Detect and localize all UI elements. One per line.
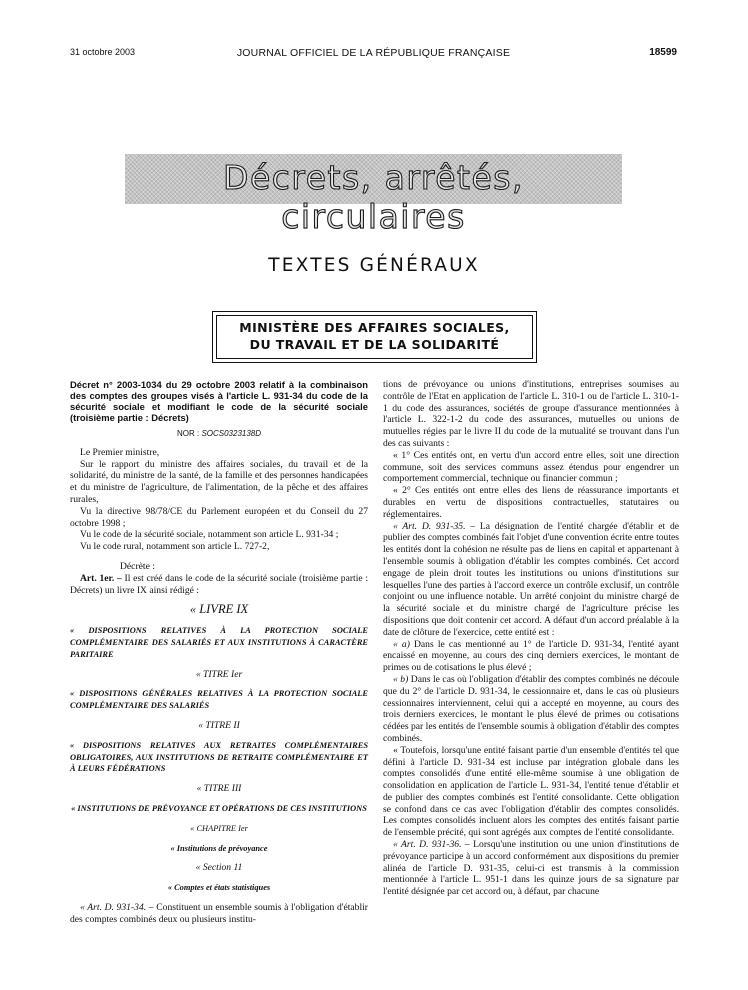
article-d-931-35 [383,521,679,639]
titre-1-heading: « TITRE Ier [195,668,243,680]
titre-2-title: « DISPOSITIONS RELATIVES AUX RETRAITES COMPLÉMENTAIRES OBLIGATOIRES, AUX INSTITUTIONS DE RETRAITE COMPLÉMENTAIRE ET À LEURS FÉDÉRATIONS [70,740,368,774]
article-d-931-34-text: Constituent un ensemble soumis à l'obligation d'établir des comptes combinés deux ou plusieurs institu- [70,901,368,925]
paragraph: « 1° Ces entités ont, en vertu d'un accord entre elles, soit une direction commune, soit des services communs assez étendus pour engendrer un comportement commercial, technique ou financier commun ; [383,449,679,485]
nor-reference [70,428,368,440]
banner-title: Décrets, arrêtés, circulaires [223,158,524,236]
item-b-text: Dans le cas où l'obligation d'établir des comptes combinés ne découle que du 2° de l'article D. 931-34, le cessionnaire et, dans le cas où plusieurs cessionnaires interviennent, celui qui a accepté en moyenne, au cours des trois derniers exercices, le montant le plus élevé de primes ou cotisations cédées par les entités de l'ensemble soumis à obligation d'établir des comptes combinés. [383,673,679,744]
titre-2-heading: « TITRE II [198,719,240,731]
article-1-label: Art. 1er. – [80,572,122,584]
paragraph: tions de prévoyance ou unions d'institutions, entreprises soumises au contrôle de l'Etat en application de l'article L. 310-1 ou de l'article L. 310-1-1 du code des assurances, sociétés de groupe d'assurance mentionnées à l'article L. 322-1-2 du code des assurances, mutuelles ou unions de mutuelles régies par le livre II du code de la mutualité se trouvant dans l'un des cas suivants : [383,379,679,449]
titre-1-title: « DISPOSITIONS GÉNÉRALES RELATIVES À LA PROTECTION SOCIALE COMPLÉMENTAIRE DES SALARIÉS [70,689,368,711]
item-a-label: « a) [393,638,410,650]
header-date: 31 octobre 2003 [70,47,136,57]
paragraph: « Toutefois, lorsqu'une entité faisant partie d'un ensemble d'entités tel que défini à l'article D. 931-34 est incluse par intégration globale dans les comptes consolidés d'une entité elle-même soumise à une obligation de consolidation en application de l'article L. 931-34, l'entité tenue d'établir et de publier des comptes combinés est l'entité consolidante. Cette obligation se confond dans ce cas avec l'obligation d'établir des comptes consolidés. Les comptes consolidés incluent alors les comptes des entités faisant partie de l'ensemble précité, qui sont agrégés aux comptes de l'entité consolidante. [383,744,679,839]
left-column [70,379,368,926]
titre-3-title: « INSTITUTIONS DE PRÉVOYANCE ET OPÉRATIONS DE CES INSTITUTIONS [71,803,367,813]
section-title: « Comptes et états statistiques [167,883,271,893]
ministry-box [212,311,537,363]
item-b-label: « b) [393,673,409,685]
page-number: 18599 [649,47,677,58]
chapitre-title: « Institutions de prévoyance [170,843,268,853]
item-a [383,639,679,674]
section-heading: TEXTES GÉNÉRAUX [268,255,480,276]
decrete-line: Décrète : [120,560,155,572]
article-d-931-36 [383,839,679,898]
article-d-931-35-text: La désignation de l'entité chargée d'établir et de publier des comptes combinés fait l'objet d'une convention écrite entre toutes les entités dont la cohésion ne résulte pas de liens en capital et appartenant à l'ensemble soumis à obligation d'établir les comptes combinés. Cet accord engage de plein droit toutes les institutions ou unions d'institutions sur lesquelles l'une des parties à l'accord exerce un contrôle exclusif, un contrôle conjoint ou une influence notable. Un arrêté conjoint du ministre chargé de la sécurité sociale et du ministre chargé de l'agriculture précise les dispositions que doit contenir cet accord. A défaut d'un accord préalable à la date de clôture de l'exercice, cette entité est : [383,520,679,638]
article-d-931-34-label: « Art. D. 931-34. – [80,901,154,913]
journal-title: JOURNAL OFFICIEL DE LA RÉPUBLIQUE FRANÇAISE [236,47,511,59]
article-d-931-34 [70,902,368,926]
paragraph: « 2° Ces entités ont entre elles des liens de réassurance importants et durables en vertu de dispositions contractuelles, statutaires ou réglementaires. [383,485,679,520]
nor-code: SOCS0323138D [201,429,262,438]
nor-label: NOR : [176,429,200,438]
livre-heading: « LIVRE IX [189,602,249,617]
article-d-931-35-label: « Art. D. 931-35. – [393,520,476,532]
paragraph: Vu la directive 98/78/CE du Parlement européen et du Conseil du 27 octobre 1998 ; [70,505,368,529]
section-banner [125,154,622,236]
ministry-line-1: MINISTÈRE DES AFFAIRES SOCIALES, [239,320,510,335]
titre-3-heading: « TITRE III [196,783,242,795]
livre-title: « DISPOSITIONS RELATIVES À LA PROTECTION SOCIALE COMPLÉMENTAIRE DES SALARIÉS ET AUX INSTITUTIONS À CARACTÈRE PARITAIRE [70,626,368,659]
article-1 [70,573,368,597]
item-b [383,674,679,745]
item-a-text: Dans le cas mentionné au 1° de l'article D. 931-34, l'entité ayant encaissé en moyenne, au cours des cinq derniers exercices, le montant de primes ou de cotisations le plus élevé ; [383,638,679,674]
article-d-931-36-text: Lorsqu'une institution ou une union d'institutions de prévoyance participe à un accord conformément aux dispositions du premier alinéa de l'article D. 931-35, celui-ci est transmis à la commission mentionnée à l'article L. 951-1 dans les quinze jours de sa signature par l'entité désignée par cet accord ou, à défaut, par chacune [383,839,679,898]
section-heading-11: « Section 11 [195,862,243,874]
paragraph: Sur le rapport du ministre des affaires sociales, du travail et de la solidarité, du ministre de la santé, de la famille et des personnes handicapées et du ministre de l'agriculture, de l'alimentation, de la pêche et des affaires rurales, [70,458,368,505]
chapitre-heading: « CHAPITRE Ier [190,823,248,833]
paragraph: Le Premier ministre, [80,446,160,458]
paragraph: Vu le code de la sécurité sociale, notamment son article L. 931-34 ; [80,529,339,541]
article-1-text: Il est créé dans le code de la sécurité sociale (troisième partie : Décrets) un livre IX ainsi rédigé : [70,572,368,596]
right-column [383,379,679,898]
article-d-931-36-label: « Art. D. 931-36. – [393,839,470,851]
paragraph: Vu le code rural, notamment son article L. 727-2, [80,541,270,553]
ministry-box-inner [216,315,533,359]
ministry-line-2: DU TRAVAIL ET DE LA SOLIDARITÉ [249,337,500,352]
decree-title: Décret n° 2003-1034 du 29 octobre 2003 relatif à la combinaison des comptes des groupes visés à l'article L. 931-34 du code de la sécurité sociale et modifiant le code de la sécurité sociale (troisième partie : Décrets) [70,379,368,423]
running-header [70,47,677,61]
